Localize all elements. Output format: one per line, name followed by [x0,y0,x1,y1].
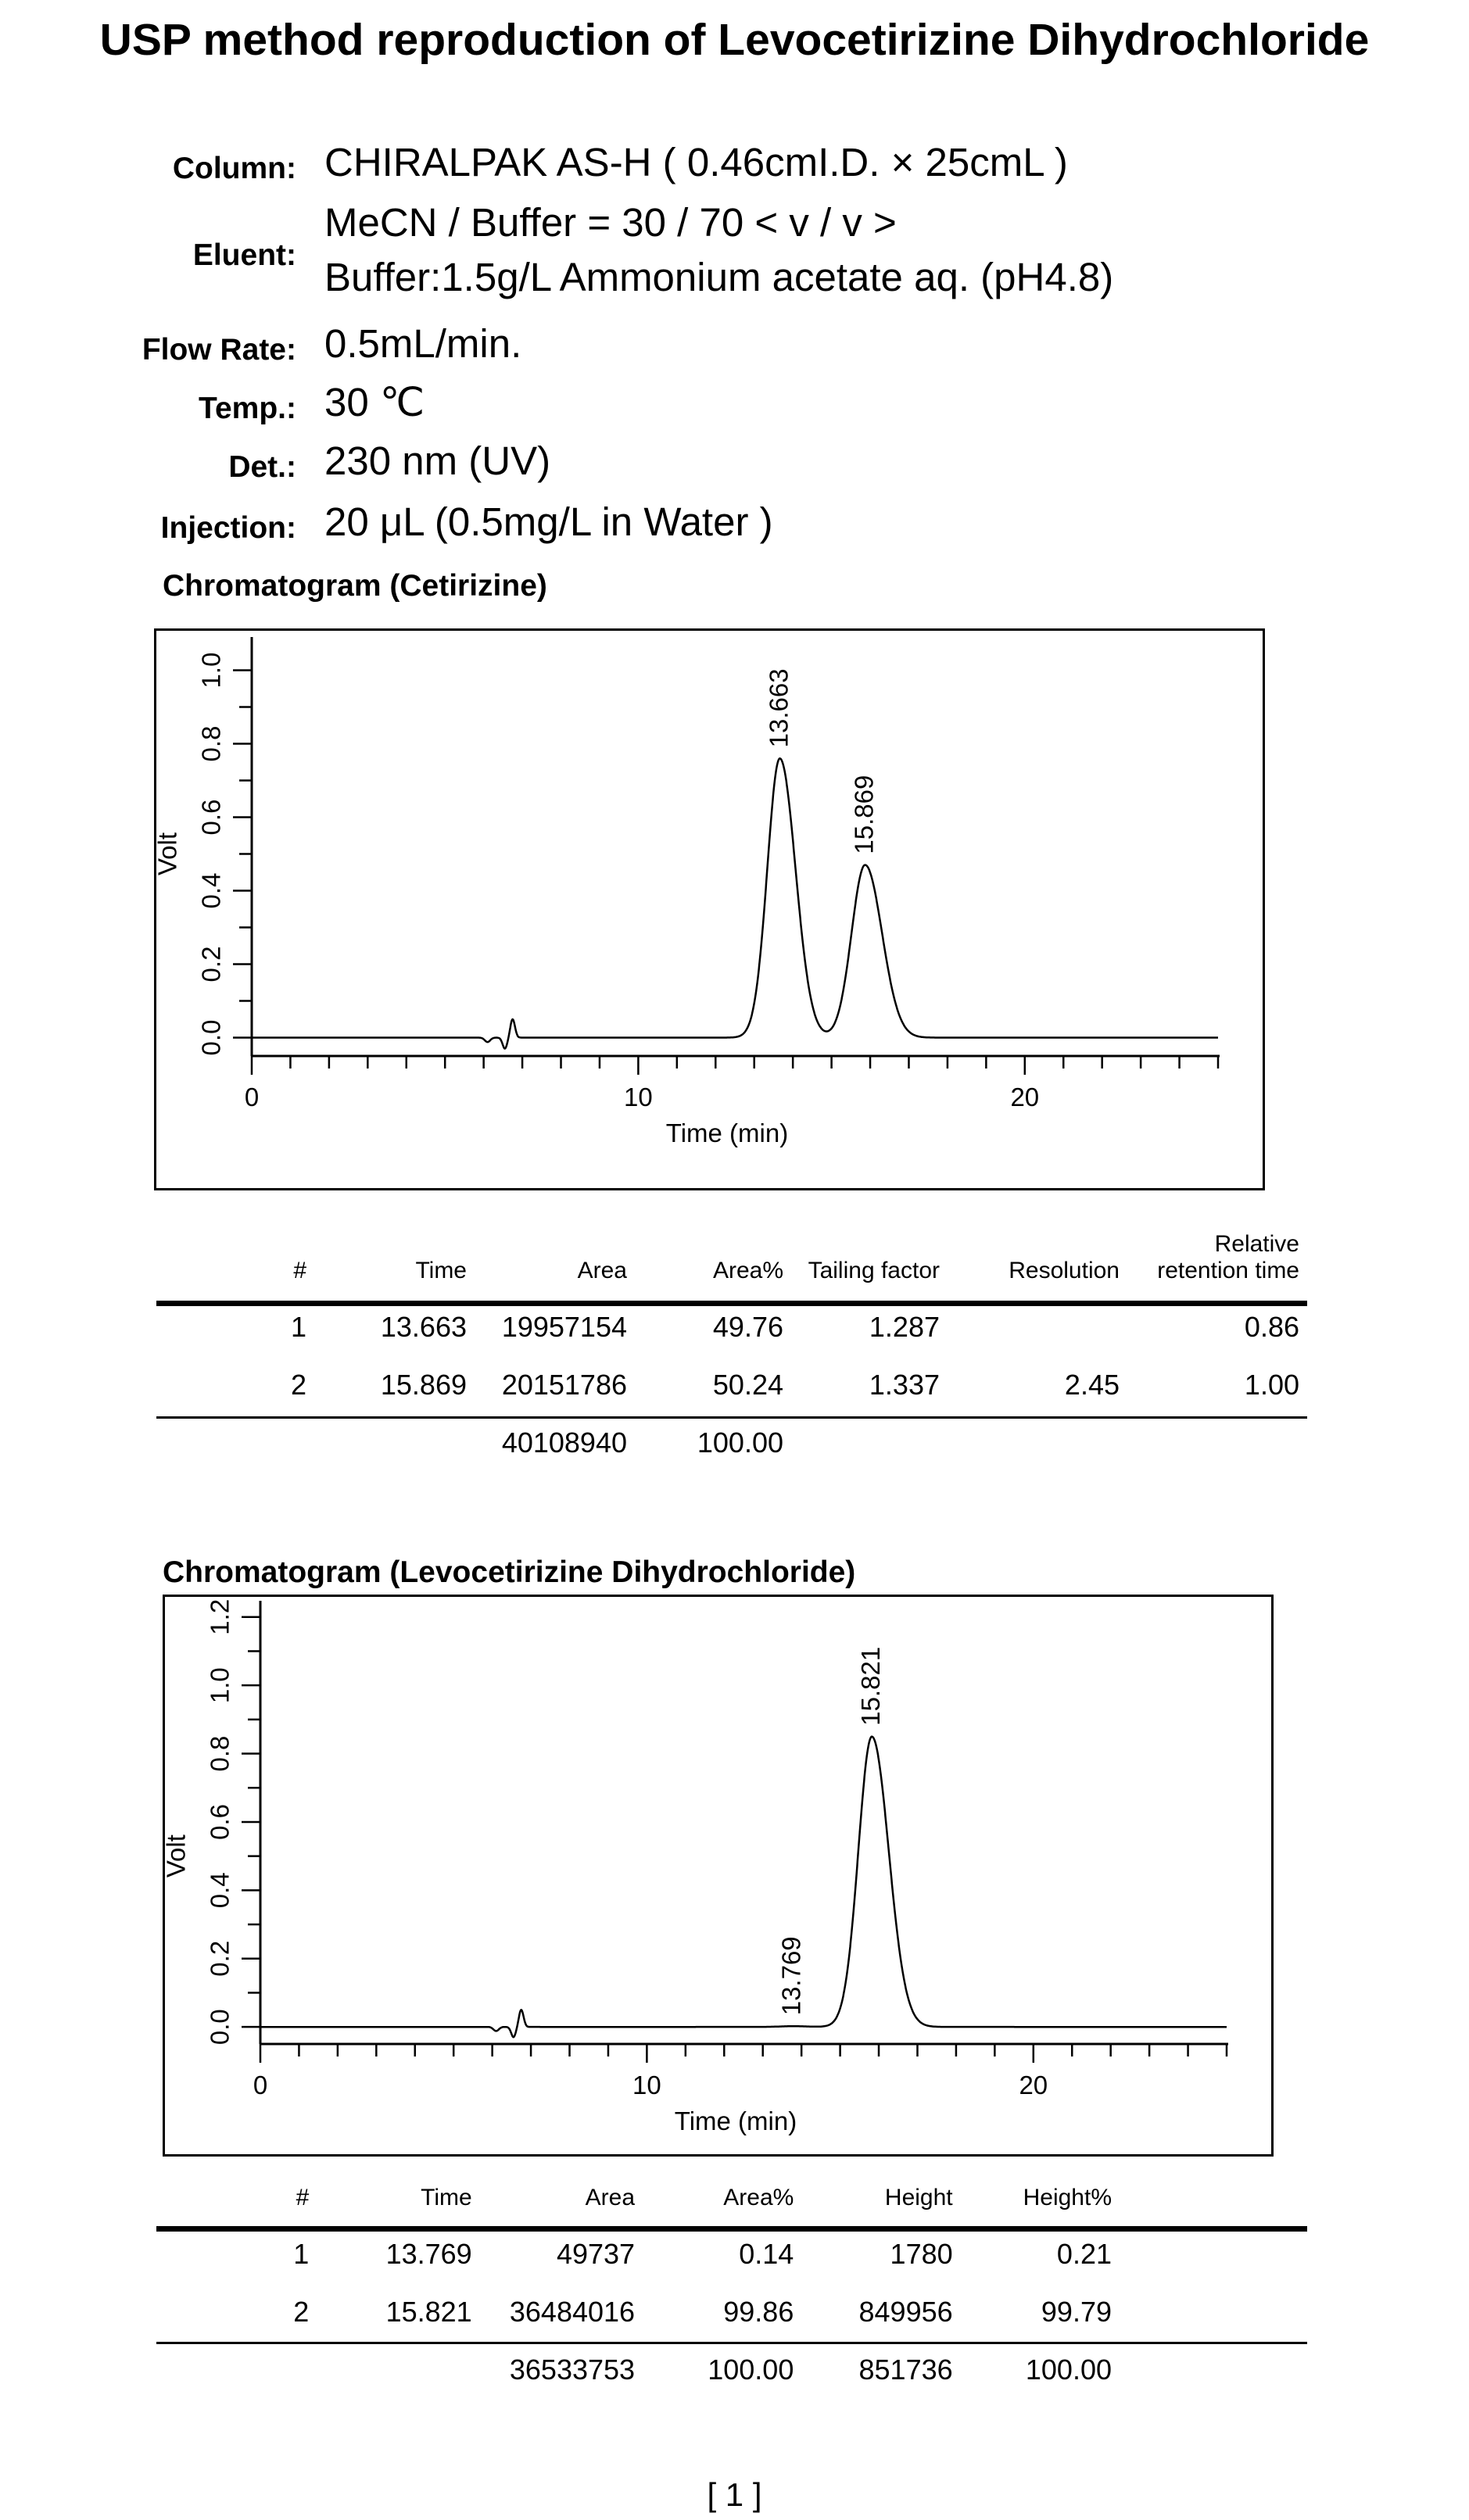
column-header: Relative retention time [1157,1231,1299,1283]
table-cell: 50.24 [712,1369,783,1401]
column-header: Time [415,1258,467,1283]
peak-label: 15.869 [849,775,879,854]
condition-label: Eluent: [192,238,296,272]
y-tick-label: 1.0 [205,1667,235,1704]
table2-total-rule [156,2342,1307,2344]
table-cell: 99.86 [723,2296,794,2328]
y-tick-label: 0.2 [205,1940,235,1977]
peak-label: 13.769 [776,1936,806,2016]
table-cell: 0.21 [1056,2238,1112,2270]
y-tick-label: 0.0 [196,1019,226,1056]
x-axis-label: Time (min) [665,1119,789,1147]
table-header-row [156,2185,1118,2218]
column-header: Area% [712,1258,783,1283]
column-header: Height [884,2185,953,2210]
condition-label: Det.: [228,450,296,484]
y-tick-label: 0.4 [205,1872,235,1909]
table-row [156,2283,1118,2341]
y-axis-label: Volt [152,832,182,876]
table-cell: 1.337 [869,1369,940,1401]
y-tick-label: 0.8 [196,725,226,762]
condition-value: 230 nm (UV) [324,438,551,483]
condition-label: Flow Rate: [142,333,296,367]
table-cell [315,2341,478,2399]
condition-value: 0.5mL/min. [324,321,522,366]
y-axis-label: Volt [161,1835,191,1878]
column-header: Area% [723,2185,794,2210]
condition-value: 20 μL (0.5mg/L in Water ) [324,499,773,544]
table-cell: 0.14 [739,2238,794,2270]
column-header: Resolution [1009,1258,1120,1283]
column-header: Area [577,1258,627,1283]
table-cell: 100.00 [697,1426,783,1459]
condition-label: Column: [172,152,296,185]
column-header: # [293,1258,306,1283]
table-cell: 49737 [556,2238,636,2270]
table2-header-rule [156,2226,1307,2232]
table-cell [156,2341,315,2399]
column-header: Height% [1023,2185,1112,2210]
peak-label: 15.821 [856,1646,886,1726]
y-tick-label: 0.6 [205,1804,235,1840]
table-cell: 36533753 [509,2354,636,2386]
x-tick-label: 0 [244,1083,260,1111]
table-cell: 1780 [890,2238,953,2270]
table-cell: 99.79 [1041,2296,1112,2328]
x-tick-label: 10 [624,1083,653,1111]
table-cell: 2.45 [1064,1369,1120,1401]
table-cell: 1 [290,1311,306,1343]
y-tick-label: 1.2 [205,1598,235,1635]
y-tick-label: 1.0 [196,652,226,689]
y-tick-label: 0.0 [205,2009,235,2046]
condition-label: Injection: [160,511,296,545]
column-header: # [296,2185,310,2210]
condition-value: 30 ℃ [324,380,425,424]
y-tick-label: 0.8 [205,1735,235,1772]
page-title: USP method reproduction of Levocetirizine Dihydrochloride [99,15,1370,65]
table-cell: 0.86 [1244,1311,1299,1343]
table-cell: 1 [293,2238,310,2270]
table-cell: 849956 [858,2296,953,2328]
y-tick-label: 0.2 [196,946,226,983]
table-cell: 19957154 [501,1311,627,1343]
table-cell: 49.76 [712,1311,783,1343]
table-cell: 20151786 [501,1369,627,1401]
table-cell: 2 [293,2296,310,2328]
x-tick-label: 20 [1010,1083,1040,1111]
table-cell: 100.00 [1025,2354,1112,2386]
table-total-row [156,2341,1118,2399]
peak-label: 13.663 [764,668,794,748]
table-cell: 1.00 [1244,1369,1299,1401]
condition-value-line2: Buffer:1.5g/L Ammonium acetate aq. (pH4.8) [324,255,1114,299]
table-cell: 13.663 [380,1311,467,1343]
condition-value: CHIRALPAK AS-H ( 0.46cmI.D. × 25cmL ) [324,140,1068,184]
column-header: Tailing factor [808,1258,940,1283]
x-axis-label: Time (min) [674,2107,797,2135]
table-cell: 15.821 [385,2296,472,2328]
chromatogram-trace [260,1737,1227,2038]
condition-value: MeCN / Buffer = 30 / 70 < v / v > [324,200,897,245]
table-cell: 15.869 [380,1369,467,1401]
column-header: Time [421,2185,472,2210]
results-table-2 [156,2185,1118,2399]
chart2-title: Chromatogram (Levocetirizine Dihydrochloride) [163,1555,856,1589]
y-tick-label: 0.6 [196,799,226,836]
table-cell: 2 [290,1369,306,1401]
column-header: Area [585,2185,636,2210]
table-cell: 13.769 [385,2238,472,2270]
x-tick-label: 0 [253,2071,268,2099]
page-number: [ 1 ] [707,2476,762,2513]
x-tick-label: 10 [632,2071,661,2099]
chart1-title: Chromatogram (Cetirizine) [163,569,547,603]
table-cell: 1.287 [869,1311,940,1343]
y-tick-label: 0.4 [196,872,226,909]
condition-label: Temp.: [199,392,296,425]
table-cell: 40108940 [501,1426,627,1459]
table-cell: 36484016 [509,2296,636,2328]
table-cell: 100.00 [708,2354,794,2386]
table-cell: 851736 [858,2354,953,2386]
x-tick-label: 20 [1019,2071,1048,2099]
